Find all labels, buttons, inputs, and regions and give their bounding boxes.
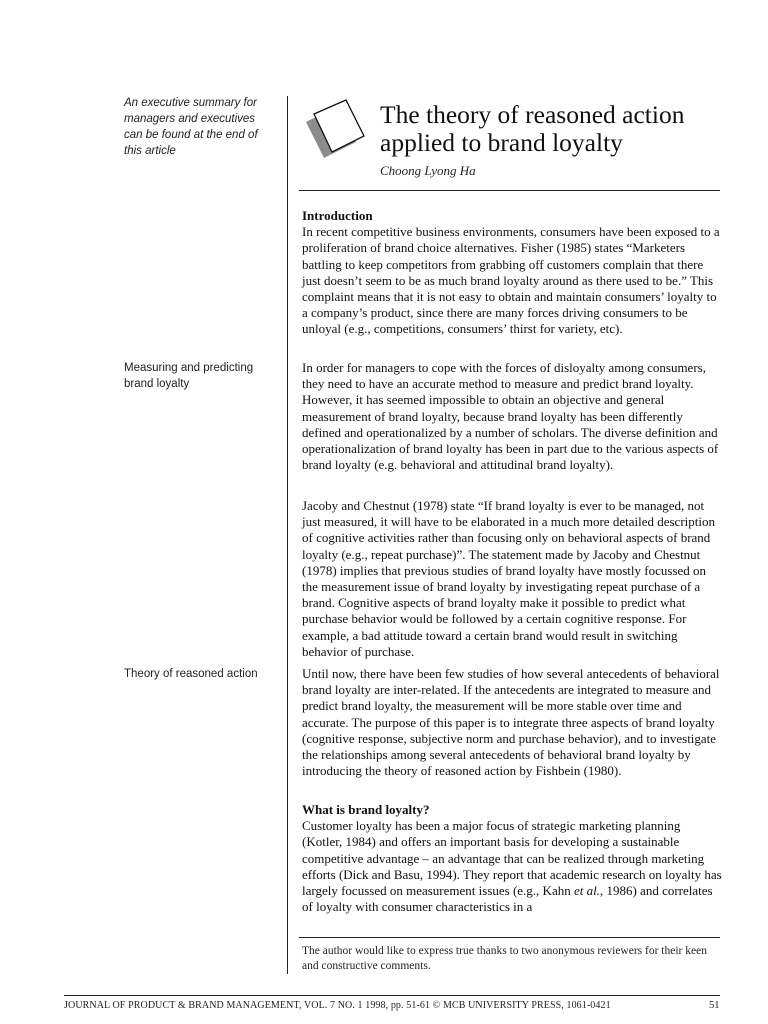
brand-loyalty-text-a: Customer loyalty has been a major focus of strategic marketing planning (Kotler, 1984) and offers an important basis for developing a sustainable competitive advantage – an advantage that can be realized through marketing efforts (Dick and Basu, 1994). They report that academic research on loyalty has largely focussed on measurement issues (e.g., Kahn	[302, 818, 722, 899]
brand-loyalty-section	[302, 802, 722, 915]
executive-summary-note: An executive summary for managers and executives can be found at the end of this article	[124, 97, 258, 157]
article-author: Choong Lyong Ha	[380, 163, 476, 178]
page-number: 51	[709, 1000, 720, 1011]
paragraph-antecedents: Until now, there have been few studies of how several antecedents of behavioral brand loyalty are inter-related. If the antecedents are integrated to measure and predict brand loyalty, the measurement will be more stable over time and accurate. The purpose of this paper is to integrate three aspects of brand loyalty (cognitive response, subjective norm and purchase behavior), and to investigate the relationships among several antecedents of behavioral brand loyalty by introducing the theory of reasoned action by Fishbein (1980).	[302, 666, 720, 779]
et-al-italic: et al.	[573, 883, 600, 899]
article-title: The theory of reasoned action applied to brand loyalty	[380, 100, 685, 157]
brand-loyalty-text-b: , 1986) and correlates of loyalty with consumer characteristics in a	[302, 883, 713, 915]
footnote-rule	[299, 937, 720, 938]
introduction-heading: Introduction	[302, 208, 373, 223]
brand-loyalty-paragraph	[302, 818, 722, 915]
introduction-paragraph: In recent competitive business environments, consumers have been exposed to a proliferation of brand choice alternatives. Fisher (1985) states “Marketers battling to keep competitors from grabbing off customers complain that there just doesn’t seem to be as much brand loyalty around as there used to be.” This complaint means that it is not easy to obtain and maintain consumers’ loyalty to a company’s product, since there are many forces driving consumers to be unloyal (e.g., competitions, consumers’ thirst for variety, etc).	[302, 224, 720, 337]
footer-rule	[64, 995, 720, 996]
column-divider	[287, 96, 288, 974]
journal-citation: JOURNAL OF PRODUCT & BRAND MANAGEMENT, VOL. 7 NO. 1 1998, pp. 51-61 © MCB UNIVERSITY PRESS, 1061-0421	[64, 1000, 611, 1011]
margin-heading-theory: Theory of reasoned action	[124, 668, 258, 680]
footnote: The author would like to express true thanks to two anonymous reviewers for their keen and constructive comments.	[302, 945, 707, 972]
title-rule	[299, 190, 720, 191]
brand-loyalty-heading: What is brand loyalty?	[302, 802, 430, 817]
margin-heading-measuring: Measuring and predicting brand loyalty	[124, 362, 254, 390]
paragraph-jacoby: Jacoby and Chestnut (1978) state “If brand loyalty is ever to be managed, not just measured, it will have to be elaborated in a much more detailed description of cognitive activities rather than focusing only on behavioral aspects of brand loyalty (e.g., repeat purchase)”. The statement made by Jacoby and Chestnut (1978) implies that previous studies of brand loyalty have mostly focussed on the measurement issue of brand loyalty by investigating repeat purchase of a brand. Cognitive aspects of brand loyalty make it possible to predict what purchase behavior would be followed by a certain cognitive response. For example, a bad attitude toward a certain brand would result in switching behavior of purchase.	[302, 498, 715, 659]
introduction-section	[302, 208, 722, 338]
journal-logo-icon	[300, 98, 370, 170]
paragraph-measuring: In order for managers to cope with the forces of disloyalty among consumers, they need to have an accurate method to measure and predict brand loyalty. However, it has seemed impossible to obtain an objective and general measurement of brand loyalty, because brand loyalty has been differently defined and operationalized by a number of scholars. The diverse definition and operationalization of brand loyalty has been in part due to the various aspects of brand loyalty (e.g. behavioral and attitudinal brand loyalty).	[302, 360, 719, 473]
